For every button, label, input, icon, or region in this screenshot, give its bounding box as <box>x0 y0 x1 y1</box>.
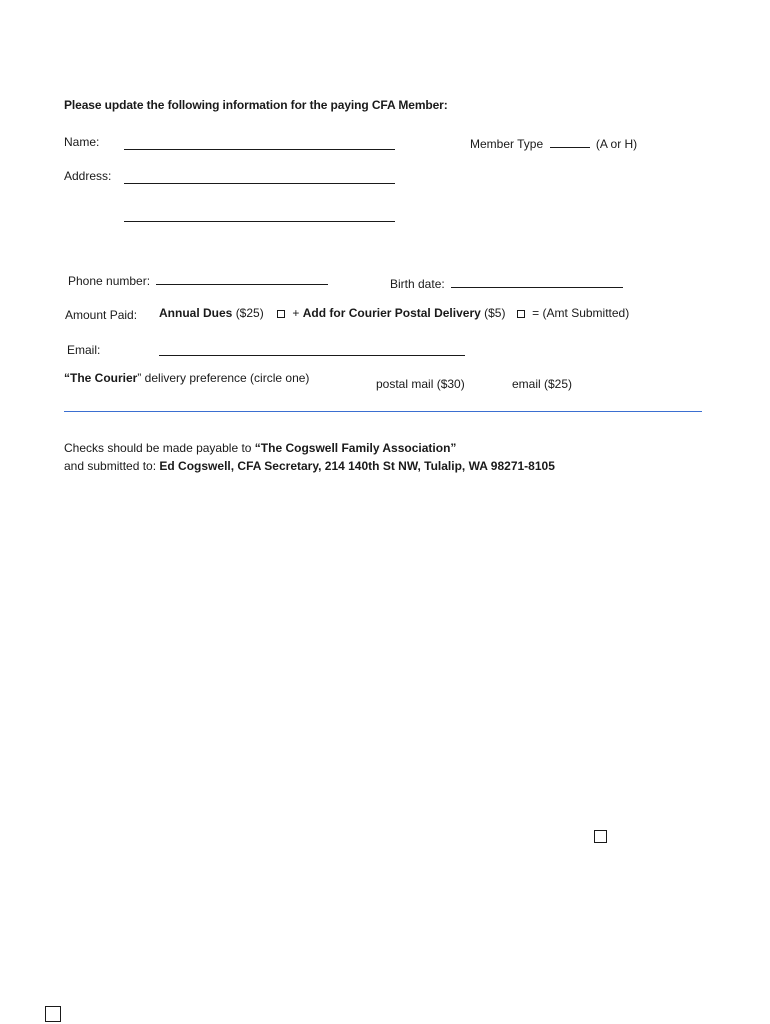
option-email[interactable]: email ($25) <box>512 377 573 391</box>
section-divider <box>64 411 702 412</box>
payment-line <box>159 306 629 320</box>
courier-postal-amount: ($5) <box>484 306 506 320</box>
checks-payable-prefix: Checks should be made payable to <box>64 441 255 455</box>
plus-sign: + <box>292 306 300 320</box>
checks-payable-line <box>64 441 456 455</box>
submit-to-address: Ed Cogswell, CFA Secretary, 214 140th St NW, Tulalip, WA 98271-8105 <box>159 459 555 473</box>
birth-date-group <box>390 275 623 291</box>
member-type-label: Member Type <box>470 137 544 151</box>
phone-label: Phone number: <box>68 274 151 288</box>
name-label: Name: <box>64 135 100 149</box>
member-type-field[interactable] <box>550 135 590 148</box>
courier-postal-checkbox[interactable] <box>517 310 525 318</box>
birth-date-field[interactable] <box>451 275 623 288</box>
courier-preference-text: ” delivery preference (circle one) <box>137 371 310 385</box>
annual-dues-amount: ($25) <box>235 306 264 320</box>
phone-group <box>68 272 328 288</box>
courier-postal-label: Add for Courier Postal Delivery <box>302 306 481 320</box>
form-heading: Please update the following information for the paying CFA Member: <box>64 98 448 112</box>
amount-submitted-label: (Amt Submitted) <box>542 306 630 320</box>
equals-sign: = <box>532 306 540 320</box>
address-field-line-2[interactable] <box>124 209 395 227</box>
birth-date-label: Birth date: <box>390 277 445 291</box>
courier-preference-label <box>64 371 309 385</box>
name-field[interactable] <box>124 137 395 155</box>
amount-paid-label: Amount Paid: <box>65 308 138 322</box>
email-label: Email: <box>67 343 101 357</box>
email-field[interactable] <box>159 343 465 361</box>
checkbox-right[interactable] <box>594 830 607 843</box>
checkbox-bottom-left[interactable] <box>45 1006 61 1022</box>
option-postal-mail[interactable]: postal mail ($30) <box>376 377 465 391</box>
submit-to-line <box>64 459 555 473</box>
courier-name: “The Courier <box>64 371 138 385</box>
member-type-group <box>470 135 637 151</box>
annual-dues-checkbox[interactable] <box>277 310 285 318</box>
annual-dues-label: Annual Dues <box>159 306 233 320</box>
member-type-hint: (A or H) <box>595 137 638 151</box>
payee-name: “The Cogswell Family Association” <box>254 441 457 455</box>
submit-to-prefix: and submitted to: <box>64 459 160 473</box>
address-field-line-1[interactable] <box>124 171 395 189</box>
phone-field[interactable] <box>156 272 328 285</box>
address-label: Address: <box>64 169 112 183</box>
